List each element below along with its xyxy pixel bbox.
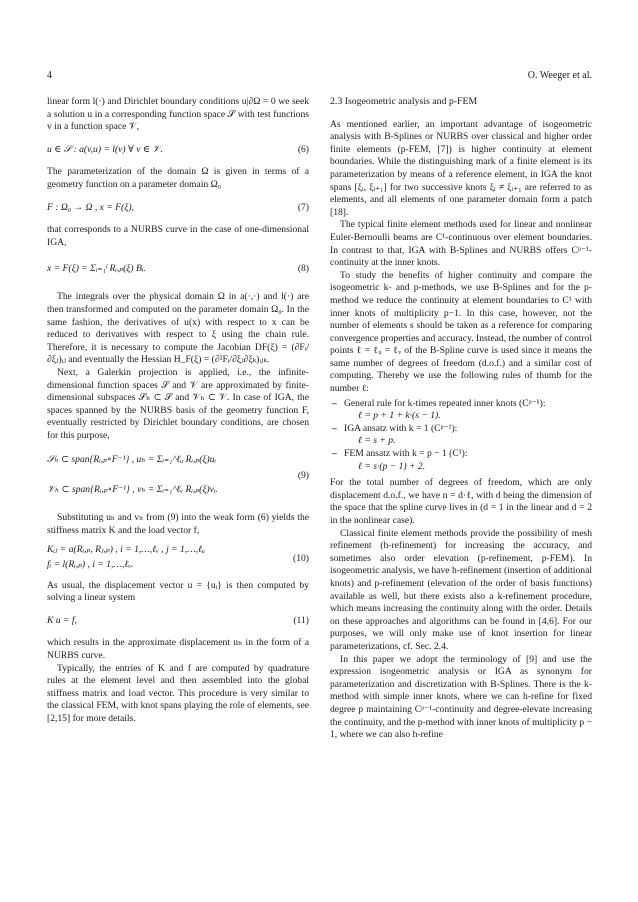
page-number: 4	[47, 70, 52, 81]
equation-number: (9)	[297, 470, 309, 482]
list-item	[330, 448, 592, 473]
paragraph: Classical finite element methods provide the possibility of mesh refinement (h-refinement) for increasing the accuracy, and sometimes also order elevation (p-refinement, p-FEM). In isogeometric analysis, we have h-refinement (insertion of additional knots) and p-refinement (elevation of the order of basis functions) available as well, but there exists also a k-refinement procedure, which means increasing the continuity along with the order. Details on these approaches and algorithms can be found in [4,6]. For our purposes, we will only make use of knot insertion for linear parameterizations, cf. Sec. 2.4.	[330, 527, 592, 652]
equation-row: 𝒱ₕ ⊂ span{Rᵢ,ₚ∘F⁻¹} , vₕ = Σᵢ₌₁^ℓᵥ Rᵢ,ₚ(ξ)vᵢ.	[47, 484, 218, 496]
equation-8	[47, 255, 309, 285]
list-item	[330, 423, 592, 448]
paragraph: The integrals over the physical domain Ω in a(·,·) and l(·) are then transformed and computed on the parameter domain Ω₀. In the same fashion, the derivatives of u(x) with respect to x can be reduced to derivatives with respect to ξ using the chain rule. Therefore, it is necessary to compute the Jacobian DF(ξ) = (∂Fᵢ/∂ξⱼ)ᵢⱼ and eventually the Hessian H_F(ξ) = (∂²Fᵢ/∂ξⱼ∂ξₖ)ᵢⱼₖ.	[47, 291, 309, 366]
equation-body: F : Ω₀ → Ω , x = F(ξ),	[47, 201, 134, 213]
paragraph: To study the benefits of higher continuity and compare the isogeometric k- and p-methods, we use B-Splines and for the p-method we reduce the continuity at element boundaries to C¹ with inner knots of multiplicity p−1. In this case, however, not the number of elements s should be taken as a reference for comparing convergence properties and accuracy. Instead, the number of control points ℓ = ℓᵤ = ℓᵥ of the B-Spline curve is used since it means the same number of degrees of freedom (d.o.f.) and a similar cost of computing. Thereby we use the following rules of thumb for the number ℓ:	[330, 269, 592, 395]
equation-number: (11)	[293, 614, 309, 626]
paragraph: As usual, the displacement vector u = {uᵢ} is then computed by solving a linear system	[47, 579, 309, 604]
equation-number: (7)	[297, 201, 309, 213]
equation-9	[47, 448, 309, 506]
rule-formula: ℓ = s + p.	[358, 435, 396, 447]
paragraph: Typically, the entries of K and f are computed by quadrature rules at the element level and then assembled into the global stiffness matrix and load vector. This procedure is very similar to the classical FEM, with knot spans playing the role of elements, see [2,15] for more details.	[47, 662, 309, 724]
running-header-authors: O. Weeger et al.	[527, 70, 592, 81]
paragraph: As mentioned earlier, an important advantage of isogeometric analysis with B-Splines or NURBS over classical and higher order finite elements (p-FEM, [7]) is higher continuity at element boundaries. While the distinguishing mark of a finite element is its parameterization by means of a reference element, in IGA the knot spans [ξᵢ, ξᵢ₊₁] for two successive knots ξᵢ ≠ ξᵢ₊₁ are referred to as elements, and all elements of one parameter domain form a patch [18].	[330, 118, 592, 218]
equation-6	[47, 144, 309, 157]
paragraph: The typical finite element methods used for linear and nonlinear Euler-Bernoulli beams are C¹-continuous over element boundaries. In contrast to that, IGA with B-Splines and NURBS offers Cᵖ⁻¹-continuity at the inner knots.	[330, 219, 592, 269]
equation-number: (8)	[297, 263, 309, 275]
equation-number: (6)	[297, 143, 309, 155]
equation-body: K u = f,	[47, 614, 77, 626]
paragraph: linear form l(·) and Dirichlet boundary conditions u|∂Ω = 0 we seek a solution u in a corresponding function space 𝒮 with test functions v in a function space 𝒱,	[47, 96, 309, 133]
rules-list	[330, 398, 592, 474]
rule-formula: ℓ = s·(p − 1) + 2.	[358, 460, 426, 472]
section-title: 2.3 Isogeometric analysis and p-FEM	[330, 96, 478, 107]
list-item	[330, 398, 592, 423]
paragraph: For the total number of degrees of freedom, which are only displacement d.o.f., we have n = d·ℓ, with d being the dimension of the space that the spline curve lives in (d = 1 in the linear and d = 2 in the nonlinear case).	[330, 477, 592, 526]
equation-10	[47, 544, 309, 574]
rule-label: General rule for k-times repeated inner knots (Cᵖ⁻ᵏ):	[344, 397, 546, 409]
paragraph: Substituting uₕ and vₕ from (9) into the weak form (6) yields the stiffness matrix K and the load vector f,	[47, 512, 309, 537]
equation-body: u ∈ 𝒮 : a(v,u) = l(v) ∀ v ∈ 𝒱.	[47, 143, 163, 155]
rule-label: FEM ansatz with k = p − 1 (C¹):	[344, 448, 468, 460]
equation-row: Kᵢⱼ = a(Rᵢ,ₚ, Rⱼ,ₚ) , i = 1,…,ℓᵥ , j = 1,…,ℓᵤ	[47, 543, 205, 555]
rule-label: IGA ansatz with k = 1 (Cᵖ⁻¹):	[344, 422, 458, 434]
equation-row: fᵢ = l(Rᵢ,ₚ) , i = 1,…,ℓᵥ.	[47, 558, 134, 570]
equation-body: x = F(ξ) = Σᵢ₌₁ˡ Rᵢ,ₚ(ξ) Bᵢ.	[47, 263, 146, 275]
equation-number: (10)	[293, 552, 309, 564]
paragraph: which results in the approximate displacement uₕ in the form of a NURBS curve.	[47, 637, 309, 662]
paragraph: that corresponds to a NURBS curve in the case of one-dimensional IGA,	[47, 224, 309, 248]
rule-formula: ℓ = p + 1 + k·(s − 1).	[358, 410, 441, 422]
paragraph: Next, a Galerkin projection is applied, i.e., the infinite-dimensional function spaces 𝒮 and 𝒱 are approximated by finite-dimensional subspaces 𝒮ₕ ⊂ 𝒮 and 𝒱ₕ ⊂ 𝒱. In case of IGA, the spaces spanned by the NURBS basis of the geometry function F, eventually restricted by Dirichlet boundary conditions, are chosen for this purpose,	[47, 366, 309, 441]
equation-11	[47, 615, 309, 628]
paragraph: The parameterization of the domain Ω is given in terms of a geometry function on a parameter domain Ω₀	[47, 166, 309, 190]
paragraph: In this paper we adopt the terminology of [9] and use the expression isogeometric analysis or IGA as synonym for parameterization and discretization with B-Splines. There is the k-method with simple inner knots, where we can h-refine for fixed degree p maintaining Cᵖ⁻¹-continuity and degree-elevate increasing the continuity, and the p-method with inner knots of multiplicity p − 1, where we can also h-refine	[330, 653, 592, 741]
right-column	[330, 96, 592, 742]
equation-7	[47, 202, 309, 215]
left-column	[47, 96, 309, 726]
equation-row: 𝒮ₕ ⊂ span{Rᵢ,ₚ∘F⁻¹} , uₕ = Σᵢ₌₁^ℓᵤ Rᵢ,ₚ(ξ)uᵢ	[47, 454, 217, 466]
